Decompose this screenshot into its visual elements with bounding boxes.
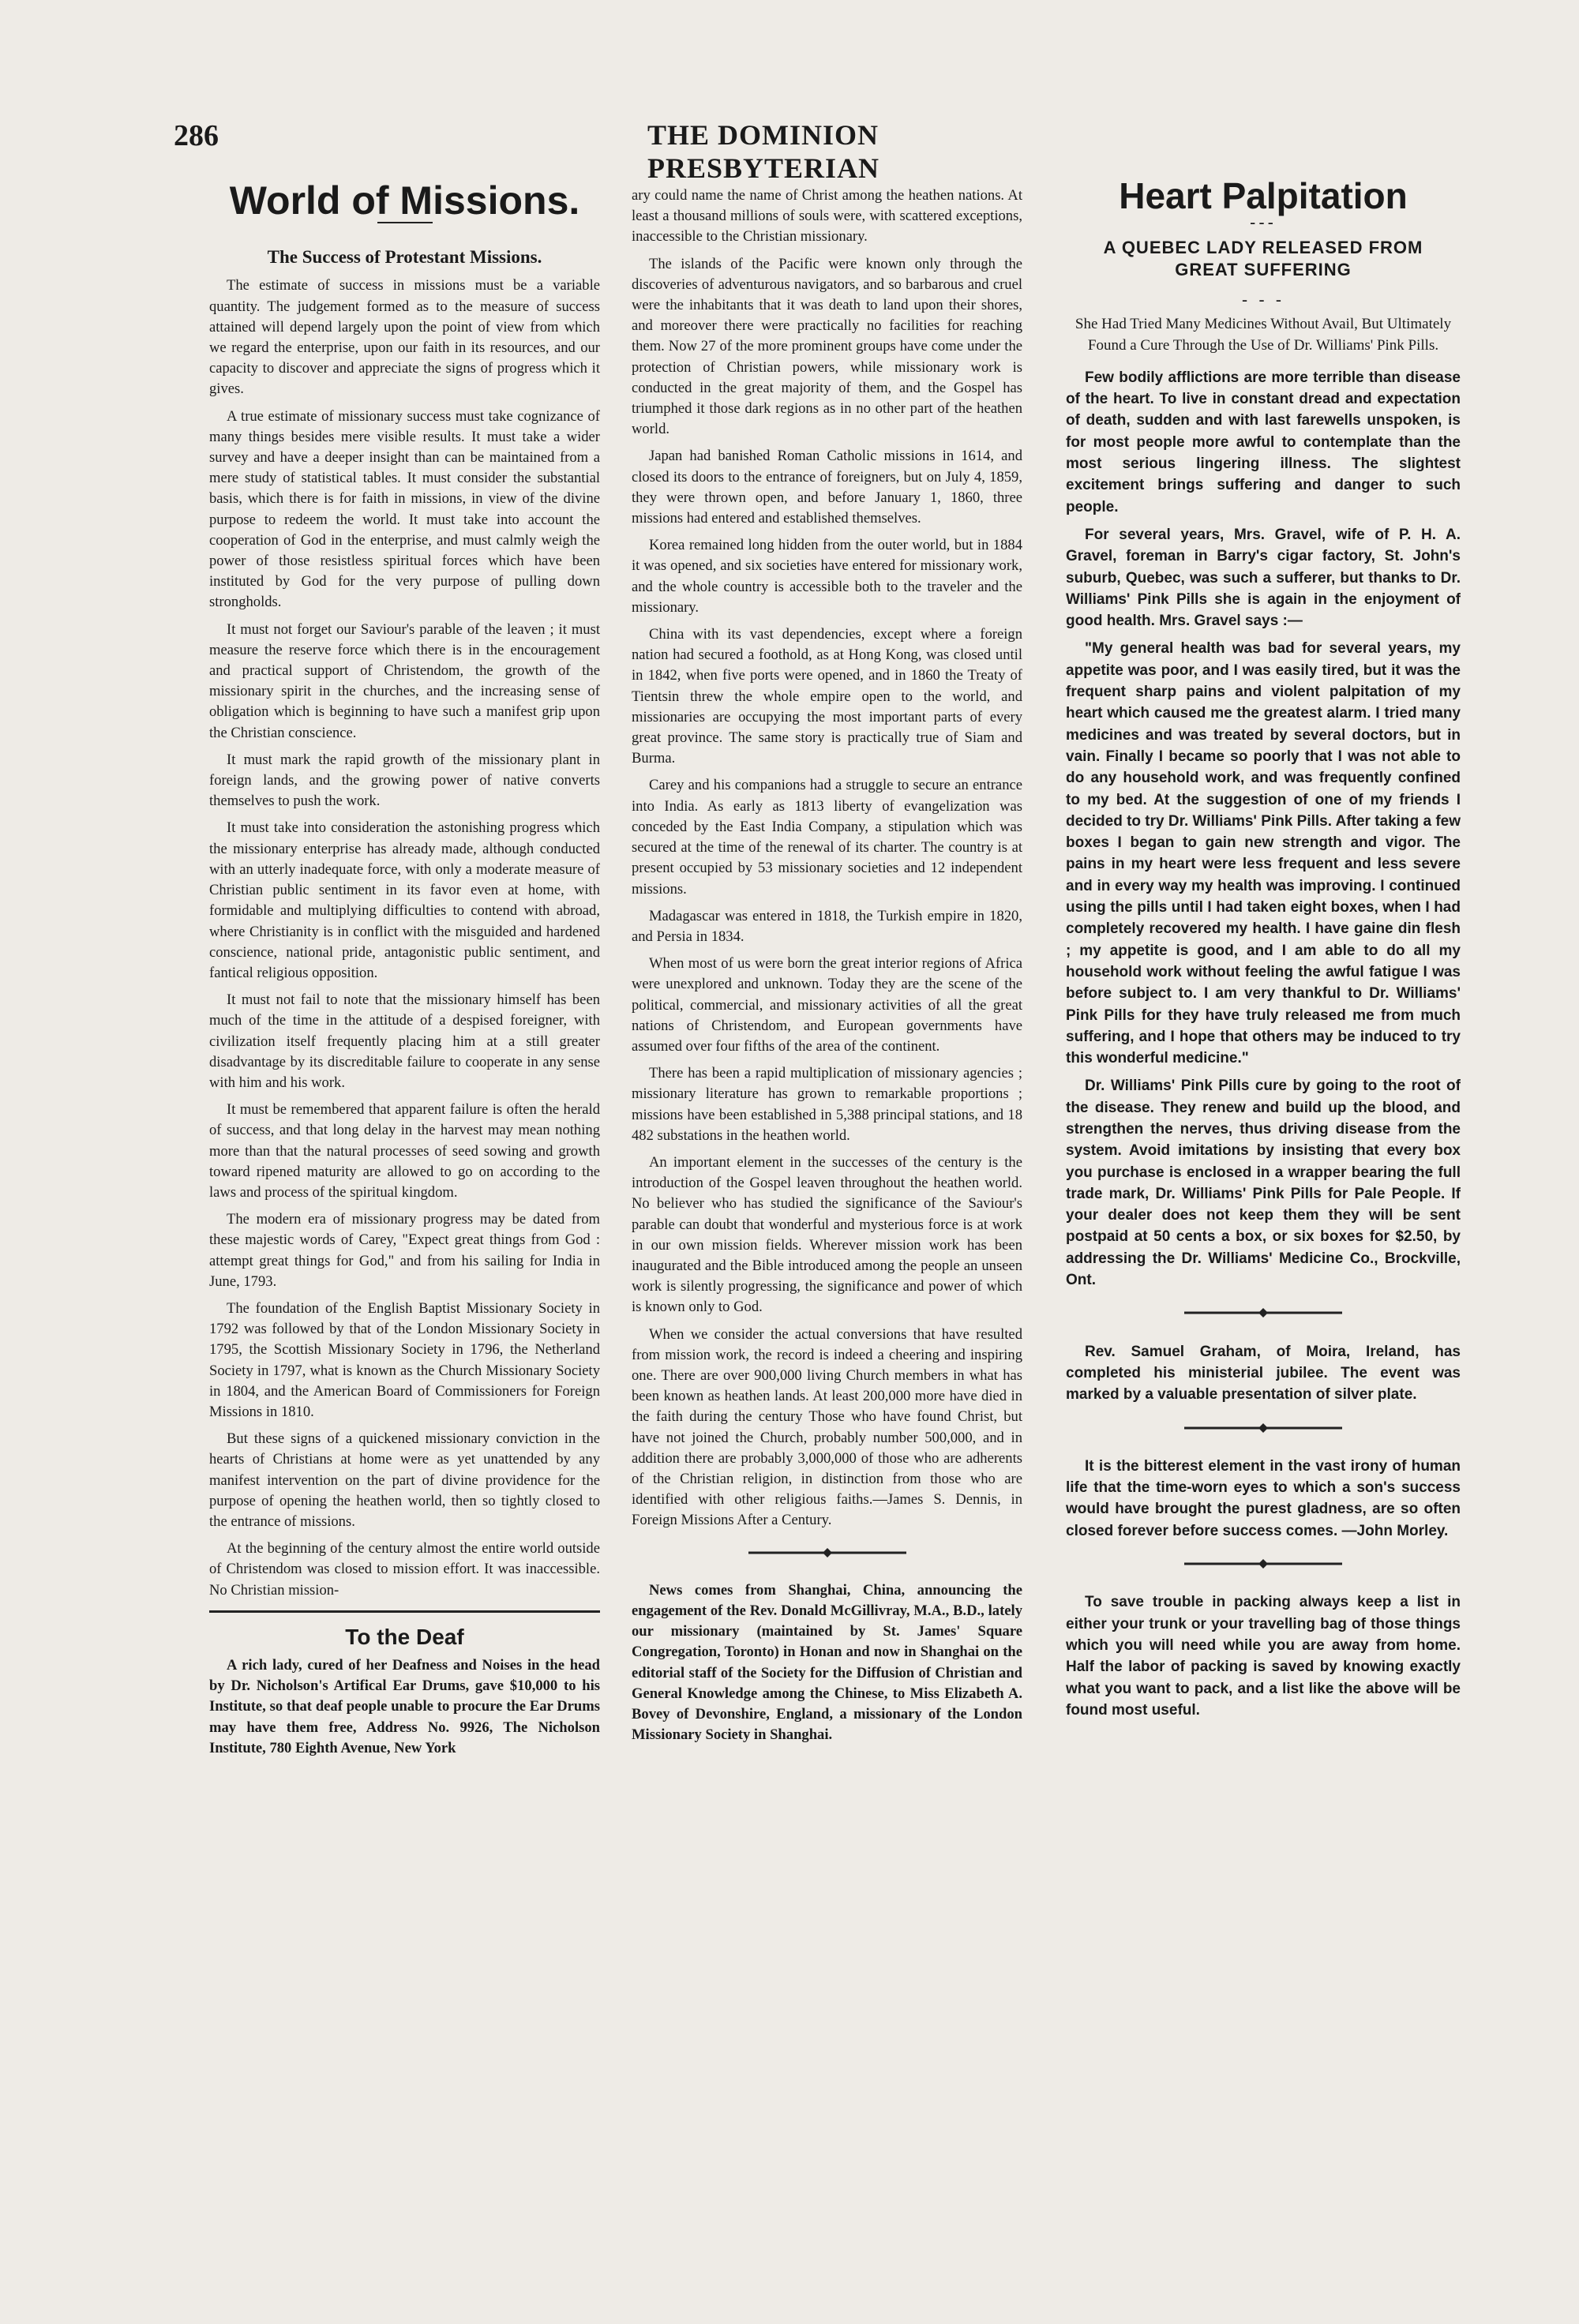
article-paragraph: A true estimate of missionary success must take cognizance of many things besides mere visible results. It must take a wider survey and have a deeper insight than can be maintained from a mere study of statistical tables. It must consider the substantial basis, which there is for faith in missions, in view of the divine purpose to redeem the world. It must take into account the cooperation of God in the enterprise, and must calmly weigh the power of those resistless spiritual forces which have been instituted by God for the very purpose of pulling down strongholds. <box>209 407 600 611</box>
article-paragraph: Japan had banished Roman Catholic missions in 1614, and closed its doors to the entrance of foreigners, but on July 4, 1859, they were thrown open, and before January 1, 1860, three missions had entered and established themselves. <box>632 448 1022 527</box>
article-paragraph: When most of us were born the great interior regions of Africa were unexplored and unknown. Today they are the scene of the political, commercial, and missionary activities of all the great nations of Christendom, and European governments have assumed over four fifths of the area of the continent. <box>632 955 1022 1055</box>
heart-palpitation-title: Heart Palpitation <box>1119 175 1408 216</box>
section-rule <box>209 1610 600 1613</box>
article-paragraph: But these signs of a quickened missionary conviction in the hearts of Christians at home were as yet unattended by any manifest intervention on the part of divine providence for the purpose of opening the heathen world, then so tightly closed to the entrance of missions. <box>209 1430 600 1530</box>
world-of-missions-title: World of Missions. <box>229 178 580 223</box>
article-paragraph: Korea remained long hidden from the outer world, but in 1884 it was opened, and six societies have entered for missionary work, and the whole country is accessible both to the traveler and the missionary. <box>632 537 1022 616</box>
page-header <box>174 118 1058 184</box>
ad-paragraph: For several years, Mrs. Gravel, wife of P. H. A. Gravel, foreman in Barry's cigar factory, St. John's suburb, Quebec, was such a sufferer, but thanks to Dr. Williams' Pink Pills she is again in the enjoyment of good health. Mrs. Gravel says :— <box>1066 526 1461 630</box>
column-3 <box>1066 175 1461 1727</box>
heart-palpitation-deck: She Had Tried Many Medicines Without Avail, But Ultimately Found a Cure Through the Use of Dr. Williams' Pink Pills. <box>1075 315 1452 354</box>
article-paragraph: It must not forget our Saviour's parable of the leaven ; it must measure the reserve force which there is in the encouragement and practical support of Christendom, the growth of the missionary spirit in the churches, and the increasing sense of obligation which is beginning to have such a manifest grip upon the Christian conscience. <box>209 620 600 741</box>
article-paragraph: ary could name the name of Christ among the heathen nations. At least a thousand millions of souls were, with scattered exceptions, inaccessible to the Christian missionary. <box>632 187 1022 246</box>
graham-notice: Rev. Samuel Graham, of Moira, Ireland, has completed his ministerial jubilee. The event was marked by a valuable presentation of silver plate. <box>1066 1343 1461 1404</box>
article-paragraph: It must be remembered that apparent failure is often the herald of success, and that long delay in the harvest may mean nothing more than that the natural processes of seed sowing and growth toward ripened maturity are allowed to go on according to the laws and process of the spiritual kingdom. <box>209 1101 600 1201</box>
subtitle-line-1: A QUEBEC LADY RELEASED FROM <box>1103 237 1423 257</box>
article-paragraph: It must not fail to note that the missionary himself has been much of the time in the attitude of a despised foreigner, with civilization itself frequently placing him at a still greater disadvantage by its discreditable failure to cooperate in any sense with him and his work. <box>209 991 600 1091</box>
ad-paragraph: "My general health was bad for several years, my appetite was poor, and I was easily tired, but it was the frequent sharp pains and violent palpitation of my heart which caused me the greatest alarm. I tried many medicines and was treated by several doctors, but in vain. Finally I became so poorly that I was not able to do any household work, and was frequently confined to my bed. At the suggestion of one of my friends I decided to try Dr. Williams' Pink Pills. After taking a few boxes I began to gain new strength and vigor. The pains in my heart were less frequent and less severe and in every way my health was improving. I continued using the pills until I had taken eight boxes, when I had completely recovered my health. I have gaine din flesh ; my appetite is good, and I am able to do all my household work without feeling the awful fatigue I was before subject to. I am very thankful to Dr. Williams' Pink Pills for they have truly released me from much suffering, and I hope that others may be induced to try this wonderful medicine." <box>1066 640 1461 1067</box>
article-paragraph: At the beginning of the century almost the entire world outside of Christendom was closed to mission effort. It was inaccessible. No Christian mission- <box>209 1540 600 1599</box>
ornament-divider <box>1066 1419 1461 1440</box>
article-paragraph: Carey and his companions had a struggle to secure an entrance into India. As early as 1813 liberty of evangelization was conceded by the East India Company, a stipulation which was secured at the time of the renewal of its charter. The country is at present occupied by 53 missionary societies and 12 independent missions. <box>632 777 1022 898</box>
article-paragraph: The islands of the Pacific were known only through the discoveries of adventurous navigators, and so barbarous and cruel were the inhabitants that it was death to land upon their shores, and moreover there were practically no facilities for reaching them. Now 27 of the more prominent groups have come under the protection of Christian powers, while missionary work is conducted in the great majority of them, and the Gospel has triumphed it those dark regions as in no other part of the heathen world. <box>632 255 1022 438</box>
ad-paragraph: Few bodily afflictions are more terrible than disease of the heart. To live in constant dread and expectation of death, sudden and with last farewells unspoken, is for most people more awful to contemplate than the most serious lingering illness. The slightest excitement brings suffering and danger to such people. <box>1066 369 1461 515</box>
news-item-mcgillivray: News comes from Shanghai, China, announcing the engagement of the Rev. Donald McGillivray, M.A., B.D., lately our missionary (maintained by St. James' Square Congregation, Toronto) in Honan and now in Shanghai on the editorial staff of the Society for the Diffusion of Christian and General Knowledge among the Chinese, to Miss Elizabeth A. Bovey of Devonshire, England, a missionary of the London Missionary Society in Shanghai. <box>632 1581 1022 1744</box>
article-paragraph: The modern era of missionary progress may be dated from these majestic words of Carey, "Expect great things from God : attempt great things for God," and from his sailing for India in June, 1793. <box>209 1211 600 1290</box>
article-paragraph: There has been a rapid multiplication of missionary agencies ; missionary literature has grown to remarkable proportions ; missions have been established in 5,388 principal stations, and 18 482 substations in the heathen world. <box>632 1065 1022 1144</box>
ad-paragraph: Dr. Williams' Pink Pills cure by going to the root of the disease. They renew and build up the blood, and strengthen the nerves, thus driving disease from the system. Avoid imitations by insisting that every box you purchase is enclosed in a wrapper bearing the full trade mark, Dr. Williams' Pink Pills for Pale People. If your dealer does not keep them they will be sent postpaid at 50 cents a box, or six boxes for $2.50, by addressing the Dr. Williams' Medicine Co., Brockville, Ont. <box>1066 1078 1461 1289</box>
success-subtitle: The Success of Protestant Missions. <box>267 247 542 268</box>
article-paragraph: Madagascar was entered in 1818, the Turkish empire in 1820, and Persia in 1834. <box>632 907 1022 945</box>
to-the-deaf-title: To the Deaf <box>345 1624 464 1649</box>
title-dashes: --- <box>1250 212 1277 233</box>
to-the-deaf-ad: A rich lady, cured of her Deafness and Noises in the head by Dr. Nicholson's Artifical Ear Drums, gave $10,000 to his Institute, so that deaf people unable to procure the Ear Drums may have them free, Address No. 9926, The Nicholson Institute, 780 Eighth Avenue, New York <box>209 1657 600 1756</box>
article-paragraph: The estimate of success in missions must be a variable quantity. The judgement formed as to the measure of success attained will depend largely upon the point of view from which we regard the enterprise, upon our faith in its resources, and our capacity to discover and appreciate the signs of progress which it gives. <box>209 277 600 398</box>
ornament-divider <box>1066 1554 1461 1576</box>
article-paragraph: It must take into consideration the astonishing progress which the missionary enterprise has already made, although conducted with an utterly inadequate force, with only a moderate measure of Christian public sentiment in its favor even at home, with formidable and multiplying difficulties to contend with abroad, where Christianity is in conflict with the misguided and hardened conscience, national pride, antagonistic public sentiment, and fantical religious opposition. <box>209 819 600 981</box>
morley-quote: It is the bitterest element in the vast irony of human life that the time-worn eyes to which a son's success would have brought the purest gladness, are so often closed forever before success comes. —John Morley. <box>1066 1457 1461 1539</box>
article-paragraph: An important element in the successes of the century is the introduction of the Gospel leaven throughout the heathen world. No believer who has studied the significance of the Saviour's parable can doubt that wonderful and mysterious force is at work in our own mission fields. Wherever mission work has been inaugurated and the Bible introduced among the people an unseen work is silently progressing, the significance and power of which is known only to God. <box>632 1153 1022 1316</box>
ornament-divider <box>632 1544 1022 1565</box>
page-number: 286 <box>174 119 219 152</box>
heart-palpitation-subtitle <box>1066 237 1461 281</box>
column-2 <box>632 186 1022 1752</box>
column-1 <box>209 178 600 1765</box>
publication-title: THE DOMINION PRESBYTERIAN <box>647 119 880 184</box>
article-paragraph: It must mark the rapid growth of the missionary plant in foreign lands, and the growing power of native converts themselves to push the work. <box>209 751 600 810</box>
packing-tip: To save trouble in packing always keep a list in either your trunk or your travelling bag of those things which you will need while you are away from home. Half the labor of packing is saved by knowing exactly what you want to pack, and a list like the above will be found most useful. <box>1066 1594 1461 1719</box>
subtitle-dashes: - - - <box>1241 289 1285 309</box>
article-paragraph: The foundation of the English Baptist Missionary Society in 1792 was followed by that of the London Missionary Society in 1795, the Scottish Missionary Society in 1796, the Netherland Society in 1797, what is known as the Church Missionary Society in 1804, and the American Board of Commissioners for Foreign Missions in 1810. <box>209 1299 600 1420</box>
ornament-divider <box>1066 1303 1461 1325</box>
subtitle-line-2: GREAT SUFFERING <box>1175 259 1352 279</box>
article-paragraph: When we consider the actual conversions that have resulted from mission work, the record is indeed a cheering and inspiring one. There are over 900,000 living Church members in what has been known as heathen lands. At least 200,000 more have died in the faith during the century Those who have found Christ, but have not joined the Church, probably number 500,000, and in addition there are probably 3,000,000 of those who are adherents of the Christian religion, in distinction from those who are identified with other religious faiths.—James S. Dennis, in Foreign Missions After a Century. <box>632 1325 1022 1529</box>
article-paragraph: China with its vast dependencies, except where a foreign nation had secured a foothold, as at Hong Kong, was closed until in 1842, when five ports were opened, and in 1860 the Treaty of Tientsin threw the whole empire open to the world, and missionaries are occupying the most important parts of every great province. The same story is practically true of Siam and Burma. <box>632 626 1022 767</box>
